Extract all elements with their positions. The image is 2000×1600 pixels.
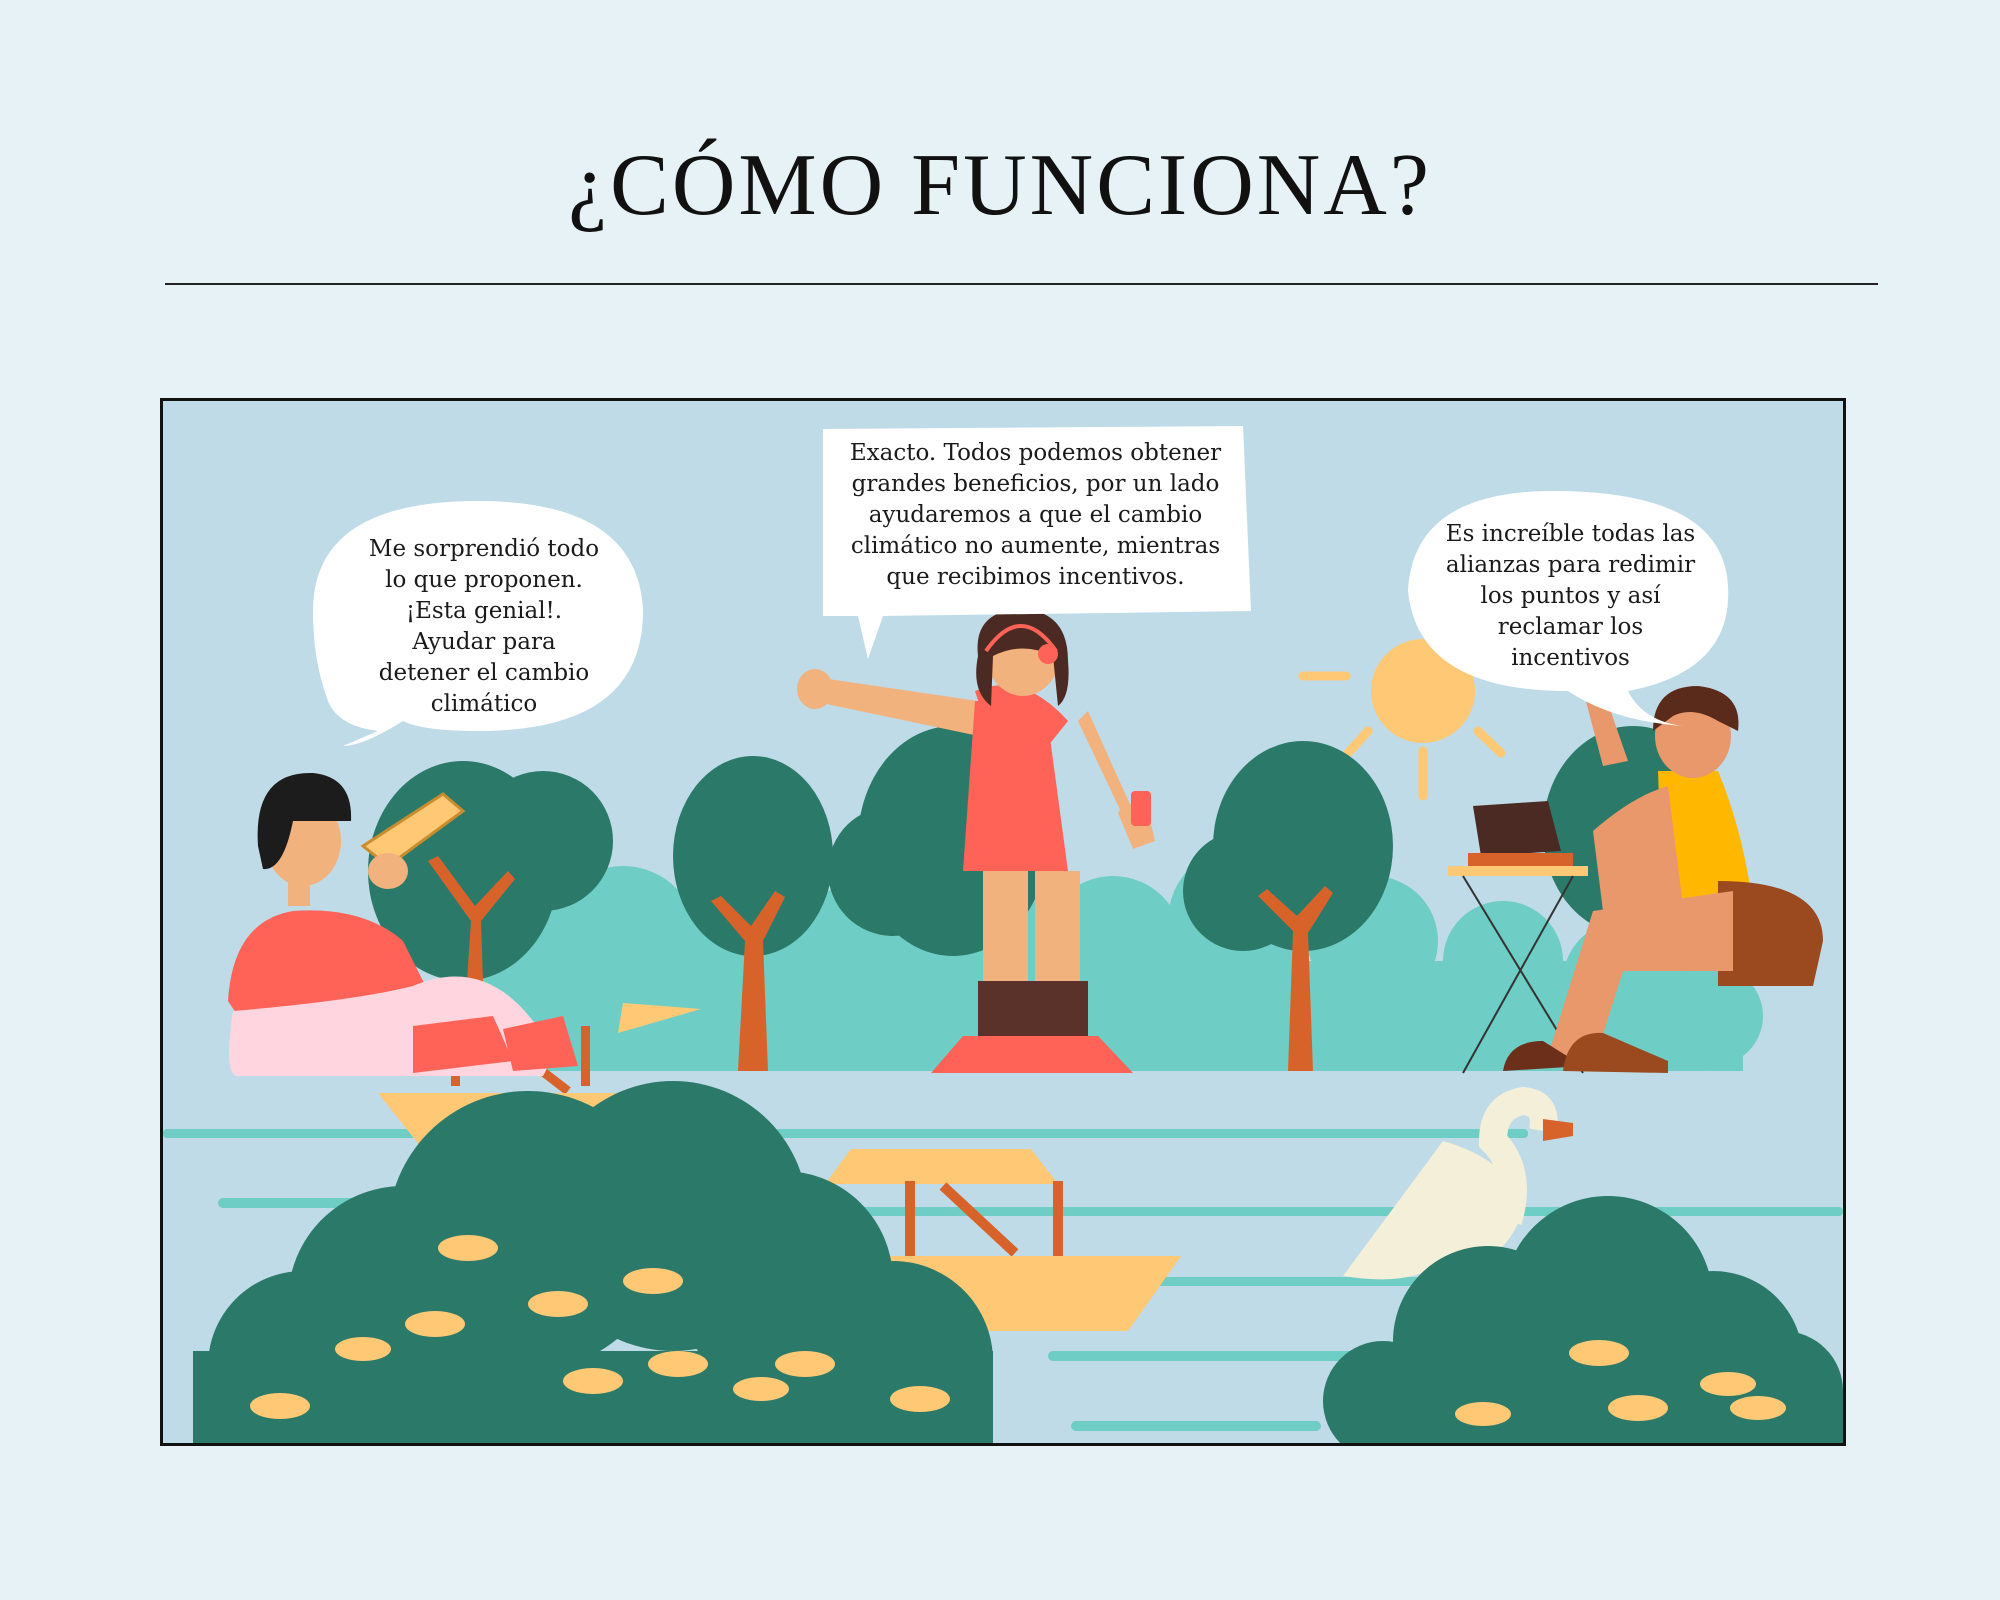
- speech-text-center: Exacto. Todos podemos obtener grandes beneficios, por un lado ayudaremos a que el cambio climático no aumente, mientras que recibimos incentivos.: [849, 440, 1222, 590]
- speech-text-left: Me sorprendió todo lo que proponen. ¡Esta genial!. Ayudar para detener el cambio climático: [368, 536, 600, 717]
- title-divider: [165, 283, 1878, 285]
- page-title: ¿CÓMO FUNCIONA?: [568, 137, 1432, 234]
- comic-panel: [160, 398, 1846, 1446]
- speech-text-right: Es increíble todas las alianzas para redimir los puntos y así reclamar los incentivos: [1445, 521, 1696, 671]
